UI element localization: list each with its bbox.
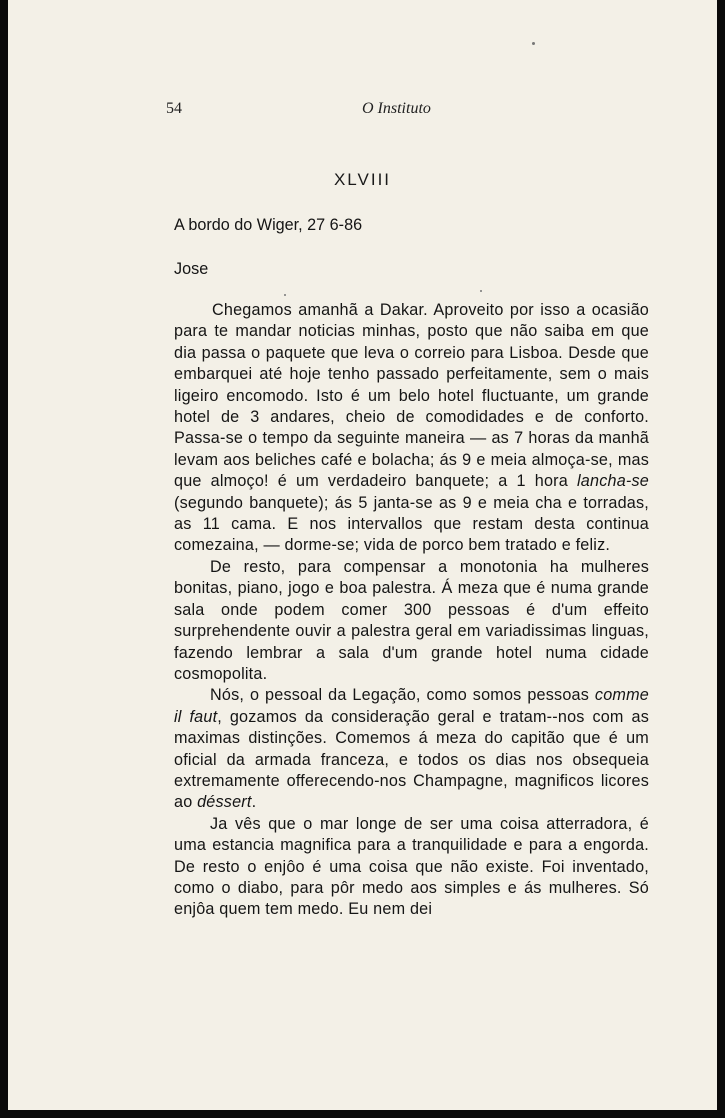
chapter-heading: XLVIII	[333, 170, 392, 189]
paper-speck	[480, 290, 482, 292]
paper-speck	[284, 294, 286, 296]
text-run: De resto, para compensar a monotonia ha mulheres bonitas, piano, jogo e boa palestra. Á meza que é numa grande sala onde podem comer 300 pessoas é d'um effeito surprehendente ouvir a palestra geral em variadissimas linguas, fazendo lembrar a sala d'um grande hotel numa cidade cosmopolita.	[174, 557, 649, 683]
text-run: Ja vês que o mar longe de ser uma coisa atterradora, é uma estancia magnifica para a tranquilidade e para a engorda. De resto o enjôo é uma coisa que não existe. Foi inventado, como o diabo, para pôr medo aos simples e ás mulheres. Só enjôa quem tem medo. Eu nem dei	[174, 814, 649, 919]
paper-speck	[532, 42, 535, 45]
text-run: Nós, o pessoal da Legação, como somos pessoas	[210, 686, 595, 705]
letter-salutation: Jose	[174, 260, 209, 278]
running-header	[8, 100, 717, 124]
text-run: (segundo banquete); ás 5 janta-se as 9 e meia cha e torradas, as 11 cama. E nos intervallos que restam desta continua comezaina, — dorme-se; vida de porco bem tratado e feliz.	[174, 493, 649, 555]
letter-body	[174, 300, 649, 921]
text-run: Chegamos amanhã a Dakar. Aproveito por isso a ocasião para te mandar noticias minhas, posto que não saiba em que dia passa o paquete que leva o correio para Lisboa. Desde que embarquei até hoje tenho passado perfeitamente, sem o mais ligeiro encomodo. Isto é um belo hotel fluctuante, um grande hotel de 3 andares, cheio de comodidades e de conforto. Passa-se o tempo da seguinte maneira — as 7 horas da manhã levam aos beliches café e bolacha; ás 9 e meia almoça-se, mas que almoço! é um verdadeiro banquete; a 1 hora	[174, 301, 649, 491]
letter-paragraph	[174, 814, 649, 921]
running-title: O Instituto	[362, 100, 431, 117]
italic-phrase: déssert	[197, 793, 252, 812]
letter-dateline: A bordo do Wiger, 27 6-86	[174, 216, 363, 234]
letter-paragraph	[174, 300, 649, 557]
letter-paragraph	[174, 685, 649, 813]
book-page	[8, 0, 717, 1110]
italic-phrase: comme il faut	[174, 686, 649, 726]
text-run: , gozamos da consideração geral e tratam--nos com as maximas distinções. Comemos á meza do capitão que é um oficial da armada franceza, e todos os dias nos obsequeia extremamente offerecendo-nos Champagne, magnificos licores ao	[174, 707, 649, 812]
italic-phrase: lancha-se	[577, 472, 649, 491]
text-run: .	[251, 793, 257, 812]
letter-paragraph	[174, 557, 649, 685]
page-number: 54	[166, 100, 182, 117]
